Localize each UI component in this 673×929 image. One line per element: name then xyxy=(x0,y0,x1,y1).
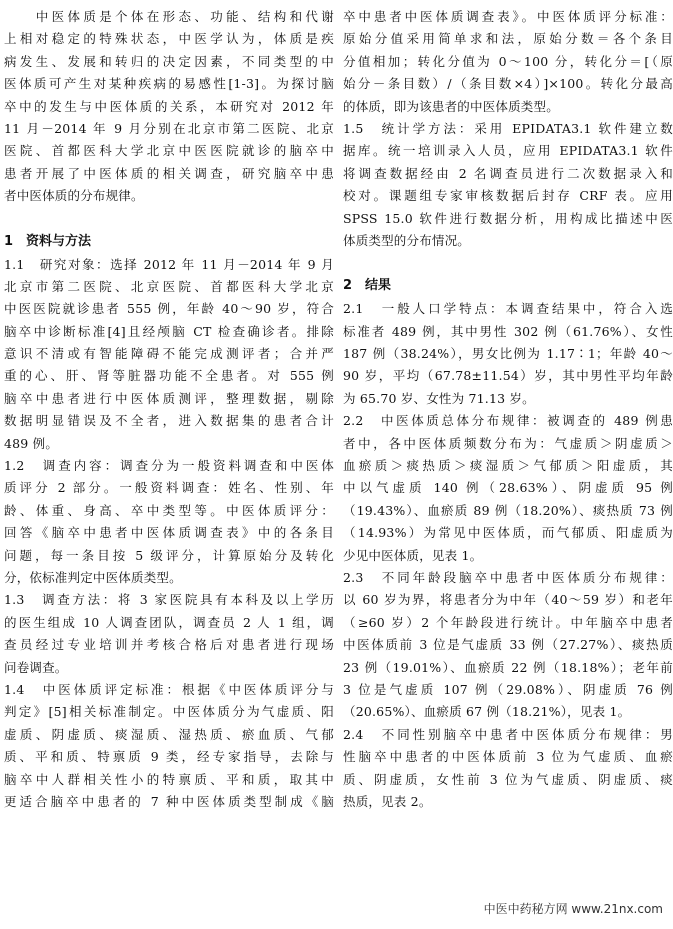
text-line: 上相对稳定的特殊状态，中医学认为，体质是疾 xyxy=(4,31,334,47)
text-line: 质、平和质、特禀质 9 类，经专家指导，去除与 xyxy=(4,749,334,765)
text-line: 2.3 不同年龄段脑卒中患者中医体质分布规律： xyxy=(343,569,673,585)
text-line: 为 65.70 岁、女性为 71.13 岁。 xyxy=(343,390,535,406)
text-line: 性脑卒中患者的中医体质前 3 位为气虚质、血瘀 xyxy=(343,749,673,765)
text-line: 意识不清或有智能障碍不能完成测评者；合并严 xyxy=(4,346,334,362)
text-line: 的医生组成 10 人调查团队，调查员 2 人 1 组，调 xyxy=(4,614,334,630)
text-line: 虚质、阴虚质、痰湿质、湿热质、瘀血质、气郁 xyxy=(4,726,334,742)
text-line: （20.65%）、血瘀质 67 例（18.21%），见表 1。 xyxy=(343,704,631,720)
text-line: 据库。统一培训录入人员，应用 EPIDATA3.1 软件 xyxy=(343,143,673,159)
text-line: （19.43%）、血瘀质 89 例（18.20%）、痰热质 73 例 xyxy=(343,502,673,518)
text-line: 龄、体重、身高、卒中类型等。中医体质评分： xyxy=(4,502,334,518)
text-line: 分，依标准判定中医体质类型。 xyxy=(4,569,182,585)
text-line: 重的心、肝、肾等脏器功能不全患者。对 555 例 xyxy=(4,368,334,384)
text-line: 判定》[5]相关标准制定。中医体质分为气虚质、阳 xyxy=(4,704,334,720)
text-line: 质评分 2 部分。一般资料调查：姓名、性别、年 xyxy=(4,480,334,496)
text-line: 体质类型的分布情况。 xyxy=(343,232,471,248)
text-line: 问题，每一条目按 5 级评分，计算原始分及转化 xyxy=(4,547,334,563)
text-line: 更适合脑卒中患者的 7 种中医体质类型制成《脑 xyxy=(4,793,334,809)
site-watermark: 中医中药秘方网 www.21nx.com xyxy=(483,902,663,916)
text-line: 2.2 中医体质总体分布规律：被调查的 489 例患 xyxy=(343,413,673,429)
text-line: 北京市第二医院、北京医院、首都医科大学北京 xyxy=(4,278,334,294)
text-line: 回答《脑卒中患者中医体质调查表》中的各条目 xyxy=(4,525,334,541)
paragraph-gap xyxy=(4,208,334,230)
section-heading: 1 资料与方法 xyxy=(4,233,92,249)
text-line: 脑卒中人群相关性小的特禀质、平和质，取其中 xyxy=(4,771,334,787)
text-line: 者中医体质的分布规律。 xyxy=(4,188,144,204)
text-line: 脑卒中患者进行中医体质测评，整理数据，剔除 xyxy=(4,390,334,406)
text-line: 2.1 一般人口学特点：本调查结果中，符合入选 xyxy=(343,301,673,317)
text-line: 热质，见表 2。 xyxy=(343,793,432,809)
text-line: 3 位是气虚质 107 例（29.08%）、阴虚质 76 例 xyxy=(343,681,673,697)
text-line: 中以气虚质 140 例（28.63%）、阴虚质 95 例 xyxy=(343,480,673,496)
text-line: 者中，各中医体质频数分布为：气虚质＞阴虚质＞ xyxy=(343,435,673,451)
text-line: （14.93%）为常见中医体质，而气郁质、阳虚质为 xyxy=(343,525,673,541)
text-line: 1.1 研究对象：选择 2012 年 11 月－2014 年 9 月 xyxy=(4,256,334,272)
text-line: 1.4 中医体质评定标准：根据《中医体质评分与 xyxy=(4,681,334,697)
text-line: 标准者 489 例，其中男性 302 例（61.76%）、女性 xyxy=(343,323,673,339)
text-line: 的体质，即为该患者的中医体质类型。 xyxy=(343,98,559,114)
text-line: 原始分值采用简单求和法，原始分数＝各个条目 xyxy=(343,31,673,47)
text-line: 1.5 统计学方法：采用 EPIDATA3.1 软件建立数 xyxy=(343,120,673,136)
text-line: SPSS 15.0 软件进行数据分析，用构成比描述中医 xyxy=(343,210,673,226)
text-line: 以 60 岁为界，将患者分为中年（40～59 岁）和老年 xyxy=(343,592,673,608)
text-line: 病发生、发展和转归的决定因素，不同类型的中 xyxy=(4,53,334,69)
text-line: 问卷调查。 xyxy=(4,659,68,675)
left-column xyxy=(4,6,334,813)
text-line: 卒中的发生与中医体质的关系，本研究对 2012 年 xyxy=(4,98,334,114)
text-line: 187 例（38.24%），男女比例为 1.17∶1；年龄 40～ xyxy=(343,346,673,362)
paragraph-gap xyxy=(343,252,673,274)
text-line: 分值相加；转化分值为 0～100 分，转化分＝[（原 xyxy=(343,53,673,69)
text-line: 少见中医体质，见表 1。 xyxy=(343,547,483,563)
text-line: 中医医院就诊患者 555 例，年龄 40～90 岁，符合 xyxy=(4,301,334,317)
text-line: 2.4 不同性别脑卒中患者中医体质分布规律：男 xyxy=(343,726,673,742)
text-line: 患者开展了中医体质的相关调查，研究脑卒中患 xyxy=(4,165,334,181)
text-line: 医体质可产生对某种疾病的易感性[1-3]。为探讨脑 xyxy=(4,76,334,92)
text-line: 数据明显错误及不全者，进入数据集的患者合计 xyxy=(4,413,334,429)
text-line: 医院、首都医科大学北京中医医院就诊的脑卒中 xyxy=(4,143,334,159)
text-line: 中医体质前 3 位是气虚质 33 例（27.27%）、痰热质 xyxy=(343,637,673,653)
text-line: （≥60 岁）2 个年龄段进行统计。中年脑卒中患者 xyxy=(343,614,673,630)
text-line: 血瘀质＞痰热质＞痰湿质＞气郁质＞阳虚质，其 xyxy=(343,458,673,474)
text-line: 1.3 调查方法：将 3 家医院具有本科及以上学历 xyxy=(4,592,334,608)
text-line: 卒中患者中医体质调查表》。中医体质评分标准： xyxy=(343,9,673,24)
text-line: 90 岁，平均（67.78±11.54）岁，其中男性平均年龄 xyxy=(343,368,673,384)
right-column xyxy=(343,6,673,813)
section-heading: 2 结果 xyxy=(343,278,392,294)
text-line: 查员经过专业培训并考核合格后对患者进行现场 xyxy=(4,637,334,653)
text-line: 质、阴虚质，女性前 3 位为气虚质、阴虚质、痰 xyxy=(343,771,673,787)
text-line: 11 月－2014 年 9 月分别在北京市第二医院、北京 xyxy=(4,120,334,136)
text-line: 1.2 调查内容：调查分为一般资料调查和中医体 xyxy=(4,458,334,474)
text-line: 489 例。 xyxy=(4,435,59,451)
text-line: 始分－条目数）/（条目数×4）]×100。转化分最高 xyxy=(343,76,673,92)
text-line: 23 例（19.01%）、血瘀质 22 例（18.18%）；老年前 xyxy=(343,659,673,675)
text-line: 脑卒中诊断标准[4]且经颅脑 CT 检查确诊者。排除 xyxy=(4,323,334,339)
text-line: 中医体质是个体在形态、功能、结构和代谢 xyxy=(4,9,334,24)
text-line: 校对。课题组专家审核数据后封存 CRF 表。应用 xyxy=(343,188,673,204)
text-line: 将调查数据经由 2 名调查员进行二次数据录入和 xyxy=(343,165,673,181)
